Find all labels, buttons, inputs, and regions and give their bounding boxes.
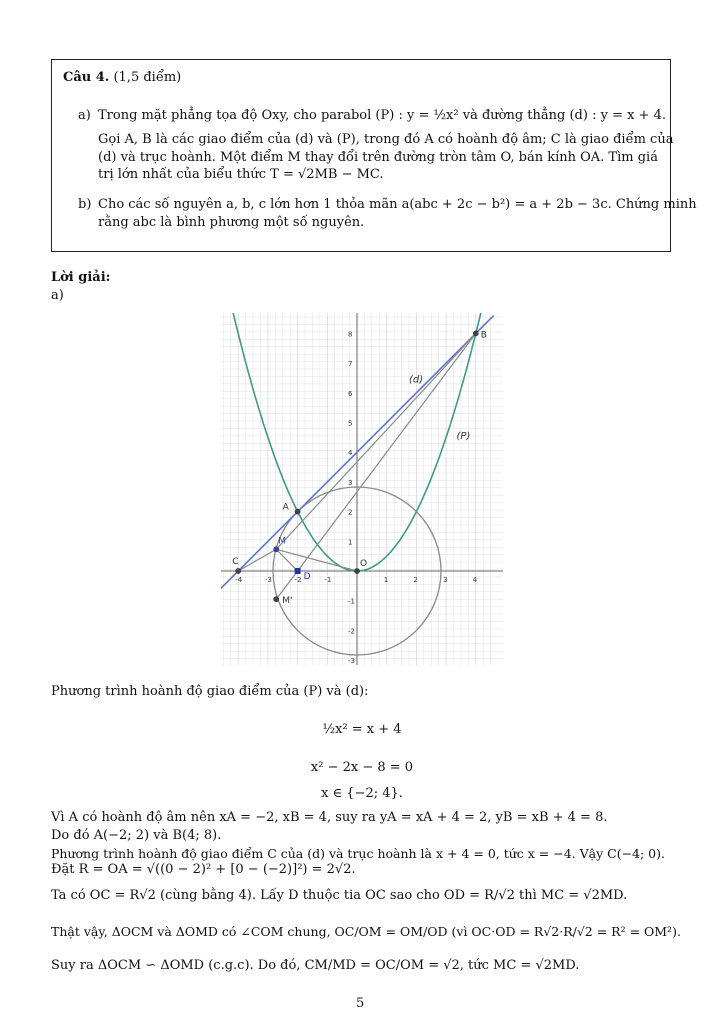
equation-1: ½x² = x + 4	[322, 722, 402, 737]
point-o	[354, 568, 359, 573]
point-m-prime	[274, 597, 279, 602]
x-tick-label: 4	[472, 576, 478, 584]
body-line-6: Ta có OC = R√2 (cùng bằng 4). Lấy D thuộc tia OC sao cho OD = R/√2 thì MC = √2MD.	[51, 888, 628, 903]
segment-mo	[276, 549, 357, 571]
part-b-line-2: rằng abc là bình phương một số nguyên.	[98, 215, 365, 230]
x-tick-label: 1	[383, 576, 389, 584]
x-tick-label: -2	[294, 576, 302, 584]
part-a-line-1: Trong mặt phẳng tọa độ Oxy, cho parabol (P) : y = ½x² và đường thẳng (d) : y = x + 4.	[98, 108, 666, 123]
label-m: M	[278, 536, 286, 547]
label-line-d: (d)	[408, 374, 424, 386]
y-tick-label: 5	[348, 419, 353, 428]
y-tick-label: 6	[348, 389, 353, 398]
point-d	[295, 568, 301, 574]
point-b	[473, 331, 478, 336]
coordinate-figure	[221, 313, 503, 665]
y-tick-label: 7	[348, 360, 353, 369]
grid	[221, 313, 503, 665]
y-tick-label: 8	[348, 330, 353, 339]
body-line-5: Đặt R = OA = √((0 − 2)² + [0 − (−2)]²) = 2√2.	[51, 862, 356, 877]
problem-number: Câu 4.	[63, 70, 110, 85]
body-line-8: Suy ra ΔOCM ∽ ΔOMD (c.g.c). Do đó, CM/MD = OC/OM = √2, tức MC = √2MD.	[51, 958, 580, 973]
x-tick-label: -3	[264, 576, 272, 584]
x-tick-label: 2	[413, 576, 418, 584]
part-a-line-3: (d) và trục hoành. Một điểm M thay đổi trên đường tròn tâm O, bán kính OA. Tìm giá	[98, 150, 658, 165]
part-a-line-2: Gọi A, B là các giao điểm của (d) và (P), trong đó A có hoành độ âm; C là giao điểm của	[98, 132, 674, 147]
y-tick-label: 3	[348, 478, 353, 487]
y-tick-label: 1	[348, 538, 353, 547]
x-tick-label: -4	[235, 576, 243, 584]
body-line-1: Phương trình hoành độ giao điểm của (P) và (d):	[51, 684, 369, 699]
body-line-7: Thật vậy, ΔOCM và ΔOMD có ∠COM chung, OC/OM = OM/OD (vì OC·OD = R√2·R/√2 = R² = OM²).	[51, 924, 681, 939]
label-parabola: (P)	[456, 430, 471, 442]
point-m	[274, 547, 279, 552]
part-b-label: b)	[78, 197, 92, 212]
page-number: 5	[356, 996, 365, 1011]
x-tick-label: -1	[324, 576, 332, 584]
body-line-3: Do đó A(−2; 2) và B(4; 8).	[51, 828, 222, 843]
y-tick-label: -3	[348, 657, 355, 665]
label-b: B	[480, 330, 487, 341]
equation-3: x ∈ {−2; 4}.	[321, 786, 403, 801]
label-a: A	[282, 502, 289, 513]
point-c	[236, 568, 241, 573]
point-a	[295, 509, 300, 514]
solution-heading: Lời giải:	[51, 270, 111, 285]
label-o: O	[360, 559, 368, 569]
part-a-line-4: trị lớn nhất của biểu thức T = √2MB − MC.	[98, 167, 384, 182]
label-c: C	[232, 557, 239, 567]
part-a-label: a)	[78, 108, 91, 123]
y-tick-label: 4	[348, 449, 353, 458]
label-m-prime: M'	[282, 596, 293, 607]
body-line-2: Vì A có hoành độ âm nên xA = −2, xB = 4, suy ra yA = xA + 4 = 2, yB = xB + 4 = 8.	[51, 810, 608, 825]
part-b-line-1: Cho các số nguyên a, b, c lớn hơn 1 thỏa mãn a(abc + 2c − b²) = a + 2b − 3c. Chứng minh	[98, 197, 697, 212]
x-tick-label: 3	[443, 576, 448, 584]
body-line-4: Phương trình hoành độ giao điểm C của (d) và trục hoành là x + 4 = 0, tức x = −4. Vậy C(−4; 0).	[51, 846, 665, 861]
y-tick-label: 2	[348, 508, 353, 517]
equation-2: x² − 2x − 8 = 0	[310, 760, 414, 775]
solution-part-a-label: a)	[51, 288, 64, 303]
problem-points: (1,5 điểm)	[113, 70, 182, 85]
label-d: D	[303, 572, 311, 582]
y-tick-label: -2	[348, 627, 355, 636]
problem-header	[63, 70, 181, 85]
y-tick-label: -1	[348, 597, 355, 606]
